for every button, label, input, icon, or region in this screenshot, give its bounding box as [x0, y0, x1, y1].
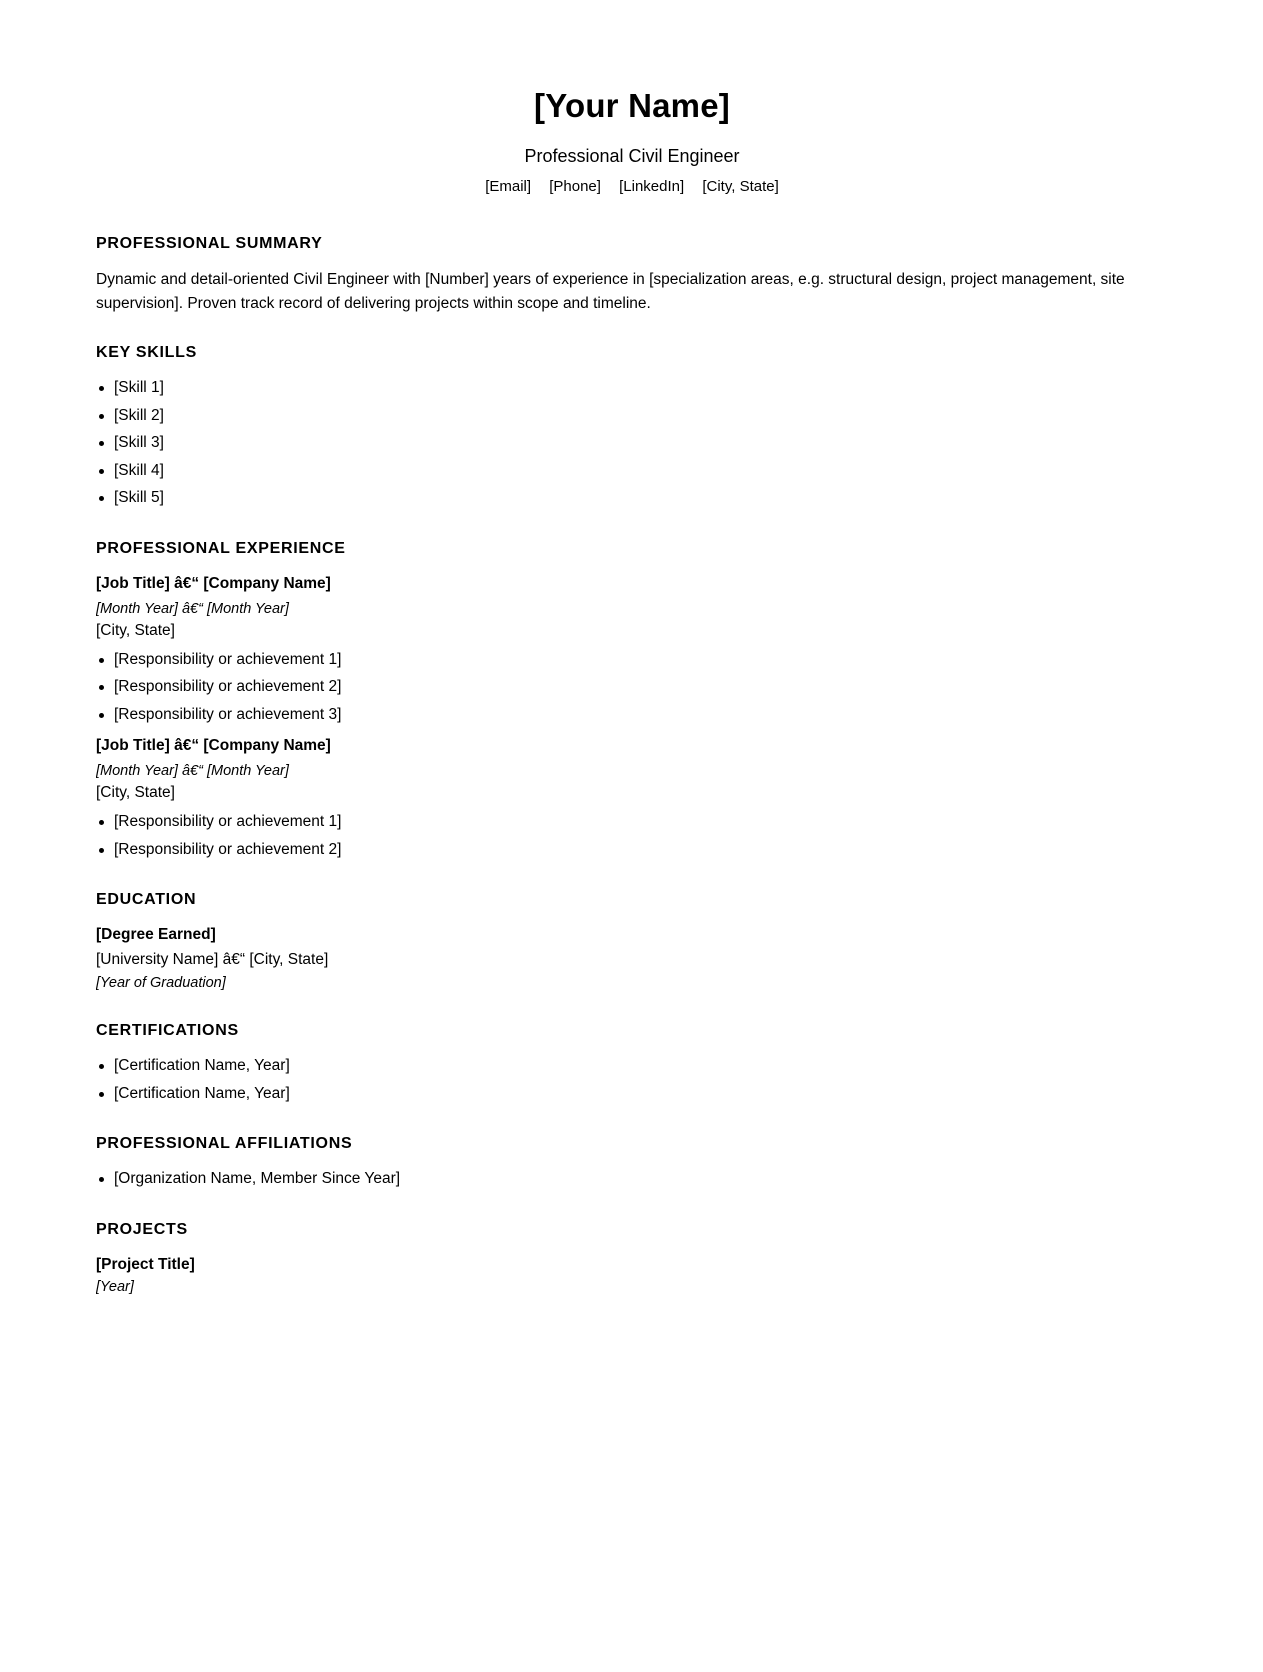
contact-phone: [Phone]	[549, 178, 601, 195]
section-certifications	[96, 1021, 1168, 1107]
resume-page	[96, 0, 1168, 1300]
section-heading: CERTIFICATIONS	[96, 1022, 239, 1039]
job-title: [Job Title] â€“ [Company Name]	[96, 574, 331, 592]
skill-item: [Skill 3]	[96, 429, 1168, 457]
job-bullet: [Responsibility or achievement 1]	[96, 808, 1168, 836]
resume-header	[96, 0, 1168, 197]
section-education	[96, 890, 1168, 994]
section-heading: PROFESSIONAL AFFILIATIONS	[96, 1135, 353, 1152]
job-location: [City, State]	[96, 621, 175, 639]
contact-line	[96, 177, 1168, 197]
section-projects	[96, 1220, 1168, 1298]
contact-location: [City, State]	[702, 178, 779, 195]
job-bullet: [Responsibility or achievement 2]	[96, 673, 1168, 701]
certification-item: [Certification Name, Year]	[96, 1080, 1168, 1108]
candidate-name: [Your Name]	[534, 87, 730, 124]
affiliations-list	[96, 1165, 1168, 1193]
job-dates: [Month Year] â€“ [Month Year]	[96, 763, 289, 779]
section-experience	[96, 539, 1168, 864]
school: [University Name] â€“ [City, State]	[96, 951, 329, 968]
skill-item: [Skill 2]	[96, 402, 1168, 430]
skill-item: [Skill 1]	[96, 374, 1168, 402]
job-bullet: [Responsibility or achievement 3]	[96, 701, 1168, 729]
affiliation-item: [Organization Name, Member Since Year]	[96, 1165, 1168, 1193]
section-summary	[96, 234, 1168, 316]
graduation-year: [Year of Graduation]	[96, 975, 226, 991]
job-bullet: [Responsibility or achievement 2]	[96, 836, 1168, 864]
section-heading: KEY SKILLS	[96, 344, 197, 361]
section-heading: PROJECTS	[96, 1220, 188, 1238]
section-heading: PROFESSIONAL SUMMARY	[96, 235, 323, 252]
job-title: [Job Title] â€“ [Company Name]	[96, 737, 331, 754]
certifications-list	[96, 1052, 1168, 1107]
section-affiliations	[96, 1134, 1168, 1193]
section-skills	[96, 343, 1168, 512]
skills-list	[96, 374, 1168, 512]
job-bullets	[96, 808, 1168, 863]
job-bullet: [Responsibility or achievement 1]	[96, 646, 1168, 674]
job-entry	[96, 573, 1168, 729]
project-year: [Year]	[96, 1278, 134, 1295]
skill-item: [Skill 5]	[96, 484, 1168, 512]
job-entry	[96, 735, 1168, 863]
job-location: [City, State]	[96, 784, 175, 801]
contact-email: [Email]	[485, 178, 532, 195]
project-title: [Project Title]	[96, 1255, 195, 1273]
summary-text: Dynamic and detail-oriented Civil Engineer with [Number] years of experience in [specialization areas, e.g. structural design, project management, site supervision]. Proven track record of delivering projects within scope and timeline.	[96, 271, 1125, 312]
section-heading: PROFESSIONAL EXPERIENCE	[96, 539, 346, 557]
contact-linkedin: [LinkedIn]	[619, 178, 685, 195]
job-dates: [Month Year] â€“ [Month Year]	[96, 600, 289, 617]
professional-title: Professional Civil Engineer	[524, 146, 740, 166]
skill-item: [Skill 4]	[96, 457, 1168, 485]
education-entry	[96, 924, 1168, 994]
project-entry	[96, 1254, 1168, 1298]
degree: [Degree Earned]	[96, 926, 216, 943]
job-bullets	[96, 646, 1168, 729]
certification-item: [Certification Name, Year]	[96, 1052, 1168, 1080]
section-heading: EDUCATION	[96, 891, 197, 908]
